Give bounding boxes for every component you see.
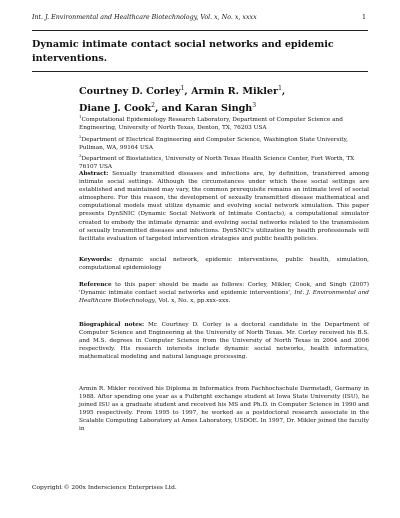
biographical-notes <box>79 321 369 361</box>
affiliation-mark: 2 <box>79 133 82 139</box>
reference <box>79 281 369 305</box>
bio2-text: Armin R. Mikler received his Diploma in Informatics from Fachhochschule Darmstadt, Germany in 1988. After spending one year as a Fulbright exchange student at Iowa State University (ISU), he joined ISU as a graduate student and received his MS and Ph.D. in Computer Science in 1990 and 1995 respectively. From 1995 to 1997, he worked as a postdoctoral research associate in the Scalable Computing Laboratory at Ames Laboratory, USDOE. In 1997, Dr. Mikler joined the faculty in <box>79 386 369 433</box>
keywords <box>79 256 369 272</box>
keywords-label: Keywords: <box>79 257 113 263</box>
author-affil-mark: 1 <box>180 85 185 92</box>
affiliation-text: Department of Electrical Engineering and Computer Science, Washington State University, Pullman, WA, 99164 USA <box>79 136 348 151</box>
header-rule <box>32 30 368 31</box>
author-separator: , <box>281 86 286 98</box>
page-number: 1 <box>362 14 367 21</box>
author-affil-mark: 2 <box>151 101 155 109</box>
author-separator: , <box>184 86 192 98</box>
abstract-label: Abstract: <box>79 171 109 177</box>
keywords-text: dynamic social network, epidemic interventions, public health, simulation, computational epidemiology <box>79 257 369 272</box>
author-name: Diane J. Cook <box>79 102 152 114</box>
reference-journal: Int. J. Environmental and Healthcare Biotechnology <box>79 290 369 305</box>
bio-text: Mr. Courtney D. Corley is a doctoral candidate in the Department of Computer Science and Engineering at the University of North Texas. Mr. Corley received his B.S. and M.S. degrees in Computer Science from the University of North Texas in 2004 and 2006 respectively. His research interests include dynamic social networks, health informatics, mathematical modeling and natural language processing. <box>79 322 369 361</box>
author-affil-mark: 3 <box>252 101 257 109</box>
paper-title: Dynamic intimate contact social networks and epidemic interventions. <box>32 39 334 64</box>
affiliation <box>79 133 369 153</box>
affiliation-text: Computational Epidemiology Research Laboratory, Department of Computer Science and Engineering, University of North Texas, Denton, TX, 76203 USA <box>79 116 343 132</box>
affiliation-text: Department of Biostatistics, University of North Texas Health Science Center, Fort Worth, TX 76107 USA <box>79 156 355 171</box>
biographical-note-second <box>79 385 369 434</box>
affiliation <box>79 113 369 133</box>
bio-label: Biographical notes: <box>79 322 145 328</box>
affiliation-mark: 3 <box>79 153 82 159</box>
author-name: Karan Singh <box>184 102 253 114</box>
author-list <box>79 82 368 115</box>
author-name: Armin R. Mikler <box>191 86 279 98</box>
copyright-notice: Copyright © 200x Inderscience Enterprises Ltd. <box>32 485 177 491</box>
reference-text: to this paper should be made as follows: Corley, Mikler, Cook, and Singh (2007) 'Dynamic intimate contact social networks and epidemic interventions', <box>79 282 370 297</box>
affiliation-mark: 1 <box>79 114 82 119</box>
affiliations <box>79 113 369 172</box>
abstract <box>79 170 369 243</box>
author-name: Courtney D. Corley <box>79 86 181 98</box>
title-rule <box>32 71 368 72</box>
author-separator: , and <box>154 102 185 114</box>
reference-label: Reference <box>79 282 112 288</box>
running-head: Int. J. Environmental and Healthcare Biotechnology, Vol. x, No. x, xxxx <box>32 14 257 21</box>
affiliation <box>79 152 369 172</box>
author-affil-mark: 1 <box>278 85 282 92</box>
abstract-text: Sexually transmitted diseases and infections are, by definition, transferred among intimate social settings. Although the circumstances under which these social settings are established and maintained may vary, the common prerequisite remains an intimate level of social atmosphere. For this reason, the development of sexually transmitted disease mathematical and computational models must utilize dynamic and evolving social network simulation. This paper presents DynSNIC (Dynamic Social Network of Intimate Contacts), a computational simulator created to embody the intimate dynamic and evolving social networks related to the transmission of sexually transmitted diseases and infections. DynSNIC's utilization by health professionals will facilitate evaluation of targeted intervention strategies and public health policies. <box>79 171 370 242</box>
reference-volume: , Vol. x, No. x, pp.xxx–xxx. <box>154 298 231 305</box>
